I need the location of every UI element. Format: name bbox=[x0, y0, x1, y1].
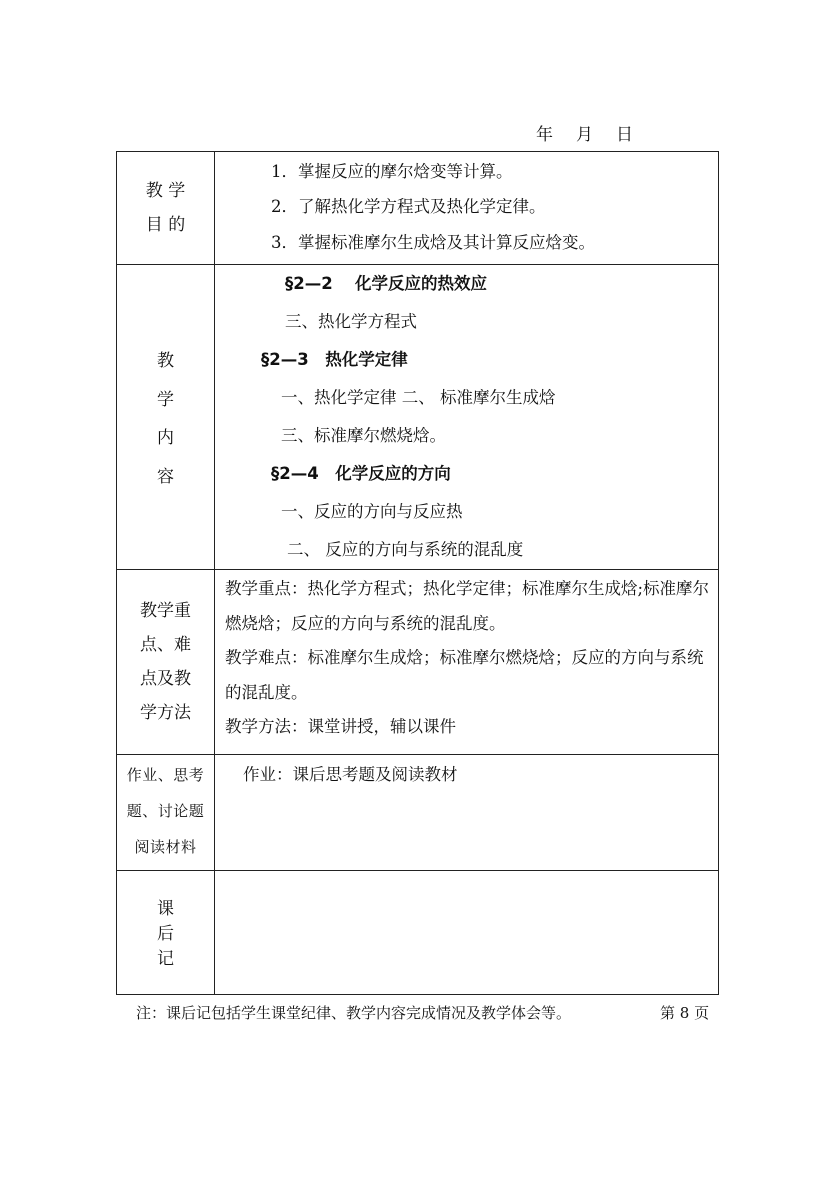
key-points-row bbox=[117, 570, 719, 755]
objective-item: 3．掌握标准摩尔生成焓及其计算反应焓变。 bbox=[271, 233, 595, 252]
key-points-label-line: 点及教 bbox=[140, 669, 191, 689]
objectives-label-line1: 教 学 bbox=[145, 181, 186, 201]
key-points-body-cell bbox=[215, 570, 719, 755]
content-line: 一、热化学定律 二、 标准摩尔生成焓 bbox=[281, 388, 556, 407]
year-label: 年 bbox=[536, 125, 553, 145]
page-number: 第 8 页 bbox=[660, 1004, 710, 1022]
homework-label-cell bbox=[117, 755, 215, 871]
afterword-label-char: 记 bbox=[157, 949, 174, 969]
homework-label-line: 阅读材料 bbox=[134, 838, 197, 856]
afterword-row bbox=[117, 871, 719, 995]
content-line: 二、 反应的方向与系统的混乱度 bbox=[287, 540, 524, 559]
month-label: 月 bbox=[576, 125, 593, 145]
content-line: 三、热化学方程式 bbox=[285, 312, 417, 331]
content-row bbox=[117, 265, 719, 570]
key-points-label-line: 教学重 bbox=[140, 601, 191, 621]
lesson-plan-table bbox=[116, 151, 719, 995]
content-body-cell bbox=[215, 265, 719, 570]
objective-item: 2．了解热化学方程式及热化学定律。 bbox=[271, 197, 546, 216]
key-points-label-cell bbox=[117, 570, 215, 755]
objectives-label-line2: 目 的 bbox=[145, 215, 186, 235]
footer-note: 注：课后记包括学生课堂纪律、教学内容完成情况及教学体会等。 bbox=[136, 1004, 572, 1022]
objectives-content-cell bbox=[215, 152, 719, 265]
objectives-row bbox=[117, 152, 719, 265]
afterword-body-cell bbox=[215, 871, 719, 995]
section-heading: §2—4 化学反应的方向 bbox=[271, 464, 451, 483]
section-heading: §2—3 热化学定律 bbox=[261, 350, 408, 369]
homework-label-line: 题、讨论题 bbox=[126, 802, 205, 820]
content-label-char: 学 bbox=[157, 389, 174, 410]
content-label-char: 内 bbox=[157, 428, 174, 448]
content-label-char: 容 bbox=[157, 466, 174, 487]
content-line: 一、反应的方向与反应热 bbox=[281, 502, 463, 521]
key-points-label-line: 学方法 bbox=[140, 703, 191, 723]
homework-body-cell bbox=[215, 755, 719, 871]
afterword-label-cell bbox=[117, 871, 215, 995]
content-label-cell bbox=[117, 265, 215, 570]
afterword-label-char: 后 bbox=[157, 924, 174, 944]
homework-text: 作业：课后思考题及阅读教材 bbox=[243, 765, 458, 784]
key-points-paragraph: 教学重点：热化学方程式；热化学定律；标准摩尔生成焓;标准摩尔燃烧焓；反应的方向与系统的混乱度。 bbox=[225, 579, 710, 633]
objectives-label-cell bbox=[117, 152, 215, 265]
difficult-points-paragraph: 教学难点：标准摩尔生成焓；标准摩尔燃烧焓；反应的方向与系统的混乱度。 bbox=[225, 648, 704, 702]
afterword-label-char: 课 bbox=[157, 899, 174, 919]
content-label-char: 教 bbox=[157, 351, 174, 371]
day-label: 日 bbox=[616, 125, 633, 145]
objective-item: 1．掌握反应的摩尔焓变等计算。 bbox=[271, 162, 513, 181]
key-points-label-line: 点、难 bbox=[140, 635, 191, 655]
homework-label-line: 作业、思考 bbox=[126, 766, 205, 784]
teaching-method-paragraph: 教学方法：课堂讲授，辅以课件 bbox=[225, 717, 456, 736]
homework-row bbox=[117, 755, 719, 871]
content-line: 三、标准摩尔燃烧焓。 bbox=[281, 426, 446, 445]
date-header bbox=[536, 120, 686, 146]
section-heading: §2—2 化学反应的热效应 bbox=[285, 274, 487, 293]
